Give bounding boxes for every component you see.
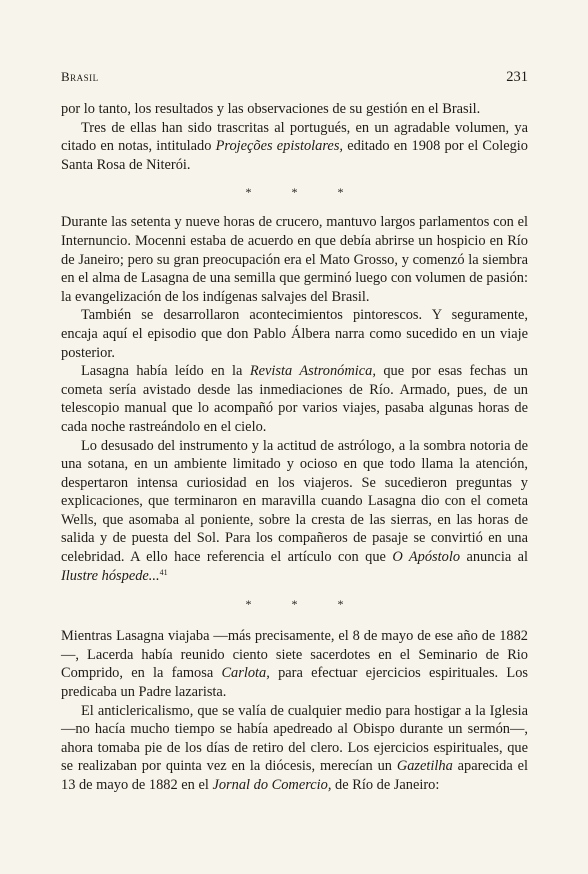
paragraph <box>61 627 528 701</box>
footnote-reference: 41 <box>159 567 168 577</box>
italic-title: Gazetilha <box>396 758 453 775</box>
italic-title: Projeções epistolares, <box>215 138 344 155</box>
paragraph <box>61 306 528 362</box>
running-head: Brasil <box>61 69 99 84</box>
text-run: Mientras Lasagna viajaba —más precisamente, el 8 de mayo de ese año de 1882—, Lacerda había reunido ciento siete sacerdotes en el Seminario de Rio Comprido, en la famosa <box>61 628 528 682</box>
text-run: de Río de Janeiro: <box>331 777 440 793</box>
text-run: Durante las setenta y nueve horas de crucero, mantuvo largos parlamentos con el Internuncio. Mocenni estaba de acuerdo en que debía abrirse un hospicio en Río de Janeiro; pero su gran preocupación era el Mato Grosso, y comenzó la siembra en el alma de Lasagna de una semilla que germinó luego con volumen de pasión: la evangelización de los indígenas salvajes del Brasil. <box>61 214 528 305</box>
page-header <box>61 69 528 86</box>
paragraph <box>61 437 528 586</box>
paragraph <box>61 362 528 436</box>
italic-title: Carlota, <box>221 665 270 682</box>
italic-title: O Apóstolo <box>392 549 461 566</box>
separator-star: * <box>291 597 298 612</box>
text-run: El anticlericalismo, que se valía de cualquier medio para hostigar a la Iglesia —no hacía mucho tiempo se había apedreado al Obispo durante un sermón—, ahora tomaba pie de los días de retiro del clero. Los ejercicios espirituales, que se realizaban por quinta vez en la diócesis, merecían un <box>61 702 528 775</box>
page-number: 231 <box>506 69 528 85</box>
paragraph <box>61 100 528 119</box>
body-text <box>61 100 528 795</box>
text-run: Lo desusado del instrumento y la actitud de astrólogo, a la sombra notoria de una sotana, en un ambiente limitado y ocioso en que todo llama la atención, despertaron intensa curiosidad en los viajeros. Se sucedieron preguntas y explicaciones, que terminaron en maravilla cuando Lasagna dio con el cometa Wells, que asomaba al poniente, sobre la cresta de las sierras, en las horas de salida y de puesta del Sol. Para los compañeros de pasaje se convirtió en una celebridad. A ello hace referencia el artículo con que <box>61 437 528 566</box>
text-run: por lo tanto, los resultados y las observaciones de su gestión en el Brasil. <box>61 101 481 117</box>
text-run: para efectuar ejercicios espirituales. Los predicaba un Padre lazarista. <box>61 665 528 701</box>
text-run: Tres de ellas han sido trascritas al portugués, en un agradable volumen, ya citado en notas, intitulado <box>61 119 528 155</box>
text-run: También se desarrollaron acontecimientos pintorescos. Y seguramente, encaja aquí el episodio que don Pablo Álbera narra como sucedido en un viaje posterior. <box>61 307 528 361</box>
text-run: Lasagna había leído en la <box>81 363 250 380</box>
separator-star: * <box>291 185 298 200</box>
separator-star: * <box>245 185 252 200</box>
italic-title: Ilustre hóspede... <box>61 567 160 584</box>
separator-star: * <box>337 597 344 612</box>
section-separator <box>61 596 528 612</box>
italic-title: Revista Astronómica, <box>249 363 376 380</box>
separator-star: * <box>245 597 252 612</box>
text-run: aparecida el 13 de mayo de 1882 en el <box>61 758 529 793</box>
text-run: editado en 1908 por el Colegio Santa Rosa de Niterói. <box>61 138 528 173</box>
paragraph <box>61 702 528 795</box>
text-run: que por esas fechas un cometa sería avistado desde las inmediaciones de Río. Armado, pues, de un telescopio manual que lo acompañó por varios viajes, pasaba algunas horas de cada noche rastreándolo en el cielo. <box>61 363 528 435</box>
separator-star: * <box>337 185 344 200</box>
italic-title: Jornal do Comercio, <box>212 777 332 793</box>
paragraph <box>61 119 528 175</box>
text-run: anuncia al <box>460 549 528 566</box>
section-separator <box>61 184 528 200</box>
paragraph <box>61 213 528 306</box>
